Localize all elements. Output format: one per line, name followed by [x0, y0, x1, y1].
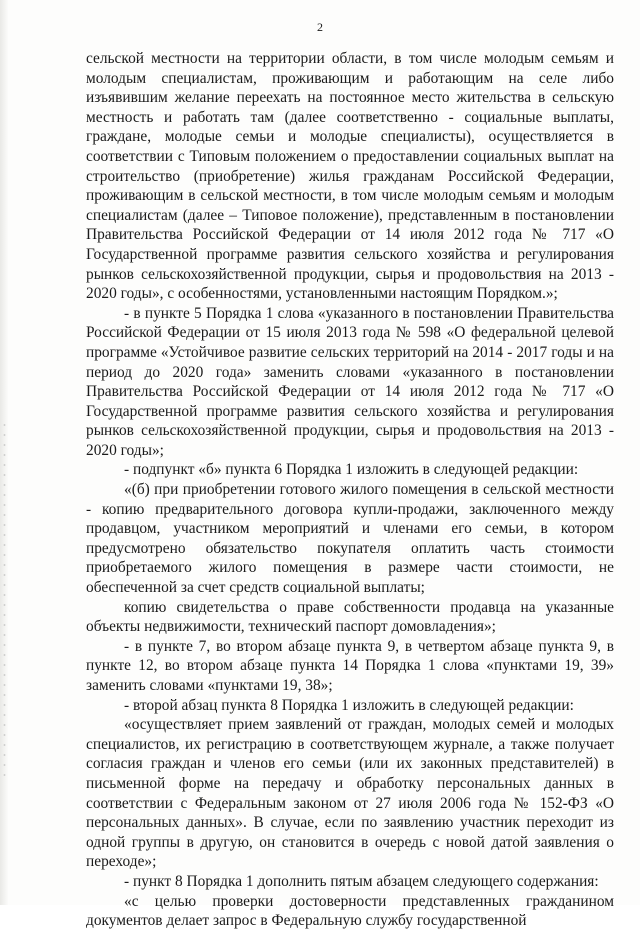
- paragraph-2: - в пункте 5 Порядка 1 слова «указанного в постановлении Правительства Российской Федерации от 15 июля 2013 года № 598 «О федеральной целевой программе «Устойчивое развитие сельских территорий на 2014 - 2017 годы и на период до 2020 года» заменить словами «указанного в постановлении Правительства Российской Федерации от 14 июля 2012 года № 717 «О Государственной программе развития сельского хозяйства и регулирования рынков сельскохозяйственной продукции, сырья и продовольствия на 2013 - 2020 годы»;: [86, 304, 614, 459]
- scan-margin-dots: [3, 420, 6, 780]
- paragraph-3: - подпункт «б» пункта 6 Порядка 1 изложить в следующей редакции:: [124, 461, 579, 479]
- paragraph-5: копию свидетельства о праве собственности продавца на указанные объекты недвижимости, технический паспорт домовладения»;: [86, 598, 614, 636]
- paragraph-10: «с целью проверки достоверности представленных гражданином документов делает запрос в Федеральную службу государственной: [86, 892, 614, 930]
- paragraph-9: - пункт 8 Порядка 1 дополнить пятым абзацем следующего содержания:: [124, 872, 599, 890]
- paragraph-6: - в пункте 7, во втором абзаце пункта 9, в четвертом абзаце пункта 9, в пункте 12, во втором абзаце пункта 14 Порядка 1 слова «пунктами 19, 39» заменить словами «пунктами 19, 38»;: [86, 637, 614, 694]
- paragraph-1: сельской местности на территории области, в том числе молодым семьям и молодым специалистам, проживающим и работающим на селе либо изъявившим желание переехать на постоянное место жительства в сельскую местность и работать там (далее соответственно - социальные выплаты, граждане, молодые семьи и молодые специалисты), осуществляется в соответствии с Типовым положением о предоставлении социальных выплат на строительство (приобретение) жилья гражданам Российской Федерации, проживающим в сельской местности, в том числе молодым семьям и молодым специалистам (далее – Типовое положение), представленным в постановлении Правительства Российской Федерации от 14 июля 2012 года № 717 «О Государственной программе развития сельского хозяйства и регулирования рынков сельскохозяйственной продукции, сырья и продовольствия на 2013 - 2020 годы», с особенностями, установленными настоящим Порядком.»;: [86, 50, 614, 303]
- page-number: 2: [317, 20, 323, 34]
- paragraph-4: «(б) при приобретении готового жилого помещения в сельской местности - копию предварительного договора купли-продажи, заключенного между продавцом, участником мероприятий и членами его семьи, в котором предусмотрено обязательство покупателя оплатить часть стоимости приобретаемого жилого помещения в размере части стоимости, не обеспеченной за счет средств социальной выплаты;: [86, 481, 614, 597]
- paragraph-7: - второй абзац пункта 8 Порядка 1 изложить в следующей редакции:: [124, 696, 574, 714]
- paragraph-8: «осуществляет прием заявлений от граждан, молодых семей и молодых специалистов, их регистрацию в соответствующем журнале, а также получает согласия граждан и членов его семьи (или их законных представителей) в письменной форме на передачу и обработку персональных данных в соответствии с Федеральным законом от 27 июля 2006 года № 152-ФЗ «О персональных данных». В случае, если по заявлению участник переходит из одной группы в другую, он становится в очередь с новой датой заявления о переходе»;: [86, 716, 614, 871]
- document-body: [86, 49, 614, 931]
